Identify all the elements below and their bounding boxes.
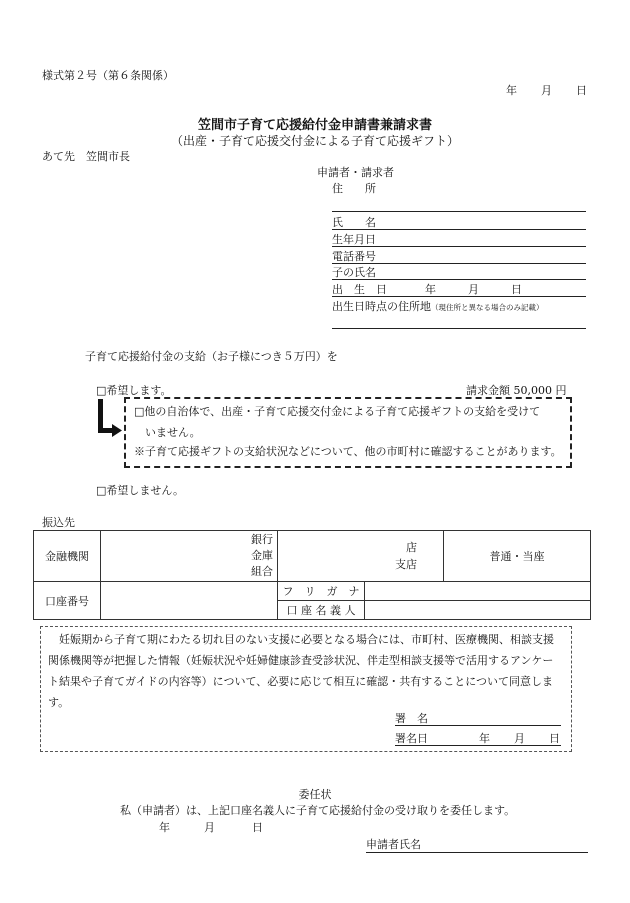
confirm-note: ※子育て応援ギフトの支給状況などについて、他の市町村に確認することがあります。: [134, 445, 562, 458]
address-label: 住 所: [332, 182, 376, 195]
proxy-month: 月: [204, 821, 215, 834]
furigana-label: フ リ ガ ナ: [278, 582, 365, 601]
sign-day: 日: [549, 732, 560, 745]
bank-table: [33, 530, 591, 620]
confirm-checkbox[interactable]: □他の自治体で、出産・子育て応援交付金による子育て応援ギフトの支給を受けて: [134, 405, 541, 418]
name-line[interactable]: [332, 229, 586, 230]
phone-line[interactable]: [332, 263, 586, 264]
option-yes-checkbox[interactable]: □希望します。: [96, 384, 172, 397]
child-birth-line[interactable]: [332, 296, 586, 297]
child-birth-year: 年: [425, 283, 436, 296]
consent-text: 妊娠期から子育て期にわたる切れ目のない支援に必要となる場合には、市町村、医療機関、相談支援関係機関等が把握した情報（妊娠状況や妊婦健康診査受診状況、伴走型相談支援等で活用するアンケート結果や子育てガイドの内容等）について、必要に応じて相互に確認・共有することについて同意します。: [48, 633, 554, 709]
child-birth-label: 出 生 日: [332, 283, 387, 296]
birthdate-label: 生年月日: [332, 233, 376, 246]
furigana-cell[interactable]: [365, 582, 591, 601]
phone-label: 電話番号: [332, 250, 376, 263]
sign-month: 月: [514, 732, 525, 745]
child-name-line[interactable]: [332, 279, 586, 280]
bank-name-cell[interactable]: [101, 531, 278, 582]
proxy-year: 年: [159, 821, 170, 834]
proxy-day: 日: [252, 821, 263, 834]
birth-address-label: 出生日時点の住所地（現住所と異なる場合のみ記載）: [332, 300, 544, 313]
applicant-heading: 申請者・請求者: [317, 166, 394, 179]
request-intro: 子育て応援給付金の支給（お子様につき５万円）を: [85, 350, 338, 363]
child-name-label: 子の氏名: [332, 266, 376, 279]
form-number: 様式第２号（第６条関係）: [42, 69, 174, 82]
bank-type-kinko: 金庫: [251, 549, 273, 562]
sign-line[interactable]: [395, 725, 561, 726]
branch-ten: 店: [406, 541, 417, 554]
address-line[interactable]: [332, 211, 586, 212]
date-year-label: 年: [506, 84, 517, 97]
applicant-name-label: 申請者氏名: [366, 838, 421, 851]
proxy-heading: 委任状: [298, 788, 332, 801]
holder-label: 口 座 名 義 人: [278, 601, 365, 620]
transfer-heading: 振込先: [42, 516, 75, 529]
request-amount: 請求金額 50,000 円: [466, 384, 567, 397]
account-number-label: 口座番号: [34, 582, 101, 620]
birthdate-line[interactable]: [332, 246, 586, 247]
birth-address-note: （現住所と異なる場合のみ記載）: [431, 303, 544, 312]
bank-type-bank: 銀行: [251, 533, 273, 546]
arrow-head-icon: [112, 424, 122, 437]
birth-address-line[interactable]: [332, 328, 586, 329]
addressee: あて先 笠間市長: [42, 150, 130, 163]
option-no-checkbox[interactable]: □希望しません。: [96, 484, 185, 497]
sign-date-label: 署名日: [395, 732, 428, 745]
applicant-name-line[interactable]: [366, 852, 588, 853]
branch-cell[interactable]: [278, 531, 444, 582]
date-day-label: 日: [576, 84, 587, 97]
proxy-text: 私（申請者）は、上記口座名義人に子育て応援給付金の受け取りを委任します。: [120, 804, 516, 817]
child-birth-day: 日: [511, 283, 522, 296]
bank-label: 金融機関: [34, 531, 101, 582]
sign-year: 年: [479, 732, 490, 745]
sign-label: 署 名: [395, 712, 428, 725]
account-number-cell[interactable]: [101, 582, 278, 620]
name-label: 氏 名: [332, 216, 376, 229]
child-birth-month: 月: [468, 283, 479, 296]
holder-cell[interactable]: [365, 601, 591, 620]
date-month-label: 月: [541, 84, 552, 97]
sign-date-line[interactable]: [395, 745, 561, 746]
branch-shiten: 支店: [395, 558, 417, 571]
confirm-continuation: いません。: [145, 426, 201, 439]
page-subtitle: （出産・子育て応援交付金による子育て応援ギフト）: [170, 134, 459, 148]
account-type[interactable]: 普通・当座: [444, 531, 591, 582]
page-title: 笠間市子育て応援給付金申請書兼請求書: [197, 118, 432, 133]
bank-type-kumiai: 組合: [251, 565, 273, 578]
